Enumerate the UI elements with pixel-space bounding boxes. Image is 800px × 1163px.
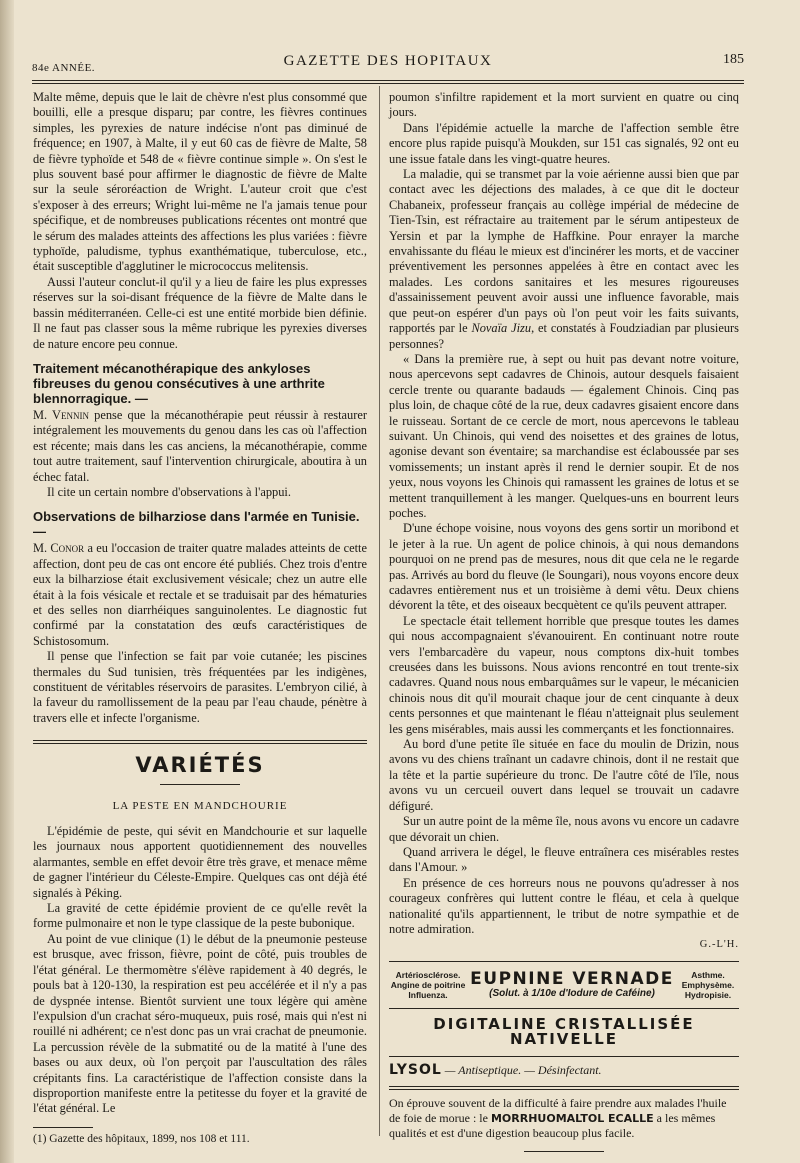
page-header <box>32 48 744 82</box>
author-signature: G.-L'H. <box>699 939 739 951</box>
binding-gutter <box>0 0 14 1163</box>
paragraph: Malte même, depuis que le lait de chèvre n'est plus consommé que bouilli, elle a presque disparu; par contre, les fièvres continues simples, les pyrexies de nature indécise n'ont pas diminué de fréquence; en 1907, à Malte, il y eut 60 cas de fièvre de Malte, 58 de fièvre typhoïde et 548 de « fièvre continue simple ». On s'est le plus souvent basé pour affirmer le diagnostic de fièvre de Malte sur la seule séroréaction de Wright. L'auteur croit que c'est s'exposer à des erreurs; Wright lui-même ne l'a jamais tenue pour spécifique, et de nombreuses publications récentes ont montré que le sérum des malades atteints des affections les plus variées : fièvre typhoïde, paludisme, typhus exanthématique, tuberculose, etc., était susceptible d'agglutiner le micrococcus melitensis. <box>33 90 367 274</box>
header-rule-second <box>32 83 744 84</box>
varietes-heading: VARIÉTÉS <box>135 753 265 778</box>
section-heading-traitement: Traitement mécanothérapique des ankyloses fibreuses du genou consécutives à une arthrite blennorragique. — <box>33 360 325 406</box>
morrhuomaltol-brand: MORRHUOMALTOL ECALLE <box>490 1111 654 1125</box>
paragraph: D'une échope voisine, nous voyons des gens sortir un moribond et le jeter à la rue. Un agent de police chinois, à qui nous demandons pourquoi on ne prend pas de mesures, nous dit que cela ne le regarde pas. Arrivés au bord du fleuve (le Soungari), nous voyons encore deux cadavres entièrement nus et un troisième à demi vêtu. Deux chiens dévorent la tête, et des oiseaux becquètent ce qu'ils peuvent attraper. <box>389 521 739 613</box>
paragraph-text: La maladie, qui se transmet par la voie aérienne aussi bien que par contact avec les déjections des malades, à ce que dit le docteur Chabaneix, professeur français au collège impérial de médecine de Tien-Tsin, est réfractaire au traitement par le sérum antipesteux de Yersin et par la lymphe de Haffkine. Pour enrayer la marche envahissante du fléau le mieux est d'incinérer les morts, et de vacciner préventivement les personnes appelées à être en contact avec les malades. Les cordons sanitaires et les mesures rigoureuses d'assainissement peuvent avoir aussi une influence favorable, mais que peut-on espérer d'un pays où l'on peut voir les faits suivants, rapportés par le <box>389 167 739 336</box>
section-rule <box>33 743 367 744</box>
paragraph: Au bord d'une petite île située en face du moulin de Drizin, nous avons vu des chiens traînant un cadavre chinois, dont il ne restait que la tête et la partie supérieure du tronc. De l'autre côté de l'île, nous avons vu un cercueil ouvert dans lequel se trouvait un cadavre défiguré. <box>389 737 739 813</box>
ad-text: On éprouve souvent de la difficulté à faire prendre aux malades l'huile de foie de morue : le <box>389 1095 727 1125</box>
paragraph: Il cite un certain nombre d'observations à l'appui. <box>47 484 291 499</box>
ad-rule <box>389 1086 739 1087</box>
digitaline-advertisement: DIGITALINE CRISTALLISÉE NATIVELLE <box>433 1014 695 1049</box>
journal-title: GAZETTE DES HOPITAUX <box>283 53 493 69</box>
lysol-tagline: — Antiseptique. — Désinfectant. <box>441 1062 602 1077</box>
paragraph: Quand arrivera le dégel, le fleuve entraînera ces misérables restes dans l'Amour. » <box>389 844 739 875</box>
morrhuomaltol-advertisement <box>389 1096 739 1141</box>
footnote-rule <box>33 1127 93 1128</box>
paragraph: En présence de ces horreurs nous ne pouvons qu'adresser à nos courageux confrères qui luttent contre le fléau, et cela à quelque nationalité qu'ils appartiennent, le tribut de notre sympathie et de notre admiration. <box>389 875 739 936</box>
footnote: (1) Gazette des hôpitaux, 1899, nos 108 et 111. <box>33 1132 250 1145</box>
paragraph: Il pense que l'infection se fait par voie cutanée; les piscines thermales du Sud tunisien, très fréquentées par les indigènes, constituent de véritables réservoirs de parasites. L'embryon cilié, à la faveur du ramollissement de la peau par l'eau chaude, pénètre à travers elle et infecte l'organisme. <box>33 649 367 725</box>
paragraph: Au point de vue clinique (1) le début de la pneumonie pesteuse est brusque, avec frisson, fièvre, point de côté, puis troubles de l'état général. Le thermomètre s'élève rapidement à 40 degrés, le pouls bat à 120-130, la respiration est peu accélérée et il n'y a pas de dyspnée intense. Bientôt survient une toux légère qui amène l'expulsion d'un crachat séro-muqueux, puis rosé, mais qui n'est ni rouillé ni adhérent; ce n'est donc pas un vrai crachat de pneumonie. La percussion révèle de la submatité ou de la matité à l'une des bases ou aux deux, où l'on perçoit par l'auscultation des râles crépitants fins. La caractéristique de l'affection consiste dans la disproportion manifeste entre la petitesse du foyer et la gravité de l'état général. Le <box>33 931 367 1116</box>
author-name: M. Vennin <box>33 407 89 422</box>
ad-text: a les mêmes qualités et est d'une digestion beaucoup plus facile. <box>389 1110 716 1140</box>
left-column <box>33 90 367 1147</box>
paragraph-text: pense que la mécanothérapie peut réussir à restaurer intégralement les mouvements du genou dans les cas où l'affection est récente; mais dans les cas anciens, la mécanothérapie, comme tout autre traitement, sauf l'intervention chirurgicale, aboutira à un échec fatal. <box>33 407 367 484</box>
paragraph: Le spectacle était tellement horrible que presque toutes les dames qui nous accompagnaient s'évanouirent. En continuant notre route vers l'embarcadère du vapeur, nous comptons dix-huit tombes creusées dans les buissons. Nous avions rencontré en tout trente-six cadavres. Quand nous nous embarquâmes sur le vapeur, le mécanicien chinois nous dit qu'il mourait chaque jour de cent cinquante à deux cents personnes et que maintenant le fléau n'atteignait plus seulement les gens misérables, mais aussi les commerçants et les fonctionnaires. <box>389 613 739 736</box>
eupnine-center <box>470 970 674 1000</box>
eupnine-indications-left: Artériosclérose. Angine de poitrine Influenza. <box>390 969 466 1000</box>
header-rule <box>32 80 744 81</box>
section-rule <box>33 740 367 741</box>
ad-rule <box>389 961 739 962</box>
paragraph: « Dans la première rue, à sept ou huit pas devant notre voiture, nous apercevons sept cadavres de Chinois, autour desquels faisaient cercle trente ou quarante badauds — également Chinois. Cinq pas plus loin, de chaque côté de la rue, deux cadavres gisaient encore dans le ruisseau. Sortant de ce cercle de mort, nous apercevons le tableau suivant. Un Chinois, qui vend des noisettes et des graines de lotus, agonise devant son éventaire; sa marchandise est éclaboussée par ses vomissements; un instant après il rend le dernier soupir. Et de nos yeux, nous voyons les Chinois qui ramassent les graines de lotus et se mettent tranquillement à les manger. Quelques-uns en bourrent leurs poches. <box>389 351 739 520</box>
eupnine-indications-right: Asthme. Emphysème. Hydropisie. <box>681 969 735 1000</box>
paragraph-text: , et constatés à Foudziadian par plusieurs personnes? <box>389 321 740 351</box>
section-heading-bilharziose: Observations de bilharziose dans l'armée en Tunisie. — <box>33 509 360 540</box>
heading-underline <box>160 784 240 785</box>
paragraph-text: a eu l'occasion de traiter quatre malades atteints de cette affection, dont peu de cas ont encore été publiés. Chez trois d'entre eux la bilharziose était exclusivement vésicale; chez un autre elle était à la fois vésicale et rectale et se traduisait par des hématuries et des selles non diarrhéiques sanguinolentes. Le diagnostic fut confirmé par la constatation des œufs caractéristiques de Schistosomum. <box>33 541 367 648</box>
paragraph: Dans l'épidémie actuelle la marche de l'affection semble être encore plus rapide puisqu'à Moukden, sur 151 cas signalés, 92 ont eu une issue fatale dans les vingt-quatre heures. <box>389 120 739 166</box>
paragraph <box>33 408 367 485</box>
eupnine-brand: EUPNINE VERNADE <box>470 968 674 989</box>
ad-rule <box>389 1008 739 1009</box>
column-divider <box>379 86 380 1136</box>
paragraph <box>33 541 367 649</box>
paragraph: Sur un autre point de la même île, nous avons vu encore un cadavre que dévorait un chien. <box>389 814 739 844</box>
paragraph: poumon s'infiltre rapidement et la mort survient en quatre ou cinq jours. <box>389 90 739 120</box>
volume-year: 84e ANNÉE. <box>32 62 96 74</box>
article-title: LA PESTE EN MANDCHOURIE <box>112 799 288 812</box>
paragraph: L'épidémie de peste, qui sévit en Mandchourie et sur laquelle les journaux nous apportent quotidiennement des nouvelles alarmantes, semble en effet devoir être très grave, et menace même de gagner l'intérieur du Céleste-Empire. Quelques cas ont déjà été signalés à Péking. <box>33 824 367 900</box>
paragraph: Aussi l'auteur conclut-il qu'il y a lieu de faire les plus expresses réserves sur la soi-disant fréquence de la fièvre de Malte dans le bassin méditerranéen. Celle-ci est une entité morbide bien définie. Il ne faut pas classer sous la même rubrique les pyrexies diverses de nature encore peu connue. <box>33 274 367 351</box>
newspaper-name: Novaïa Jizu <box>471 321 532 336</box>
ad-rule <box>389 1056 739 1057</box>
eupnine-formula: (Solut. à 1/10e d'Iodure de Caféine) <box>489 987 655 999</box>
page-number: 185 <box>723 52 744 67</box>
paragraph <box>389 167 739 352</box>
ad-rule <box>389 1089 739 1090</box>
end-ornament <box>524 1151 604 1152</box>
eupnine-advertisement <box>389 970 739 1000</box>
lysol-advertisement <box>389 1063 739 1078</box>
right-column <box>389 90 739 1152</box>
paragraph: La gravité de cette épidémie provient de ce qu'elle revêt la forme pulmonaire et non le type classique de la peste bubonique. <box>33 901 367 931</box>
author-name: M. Conor <box>33 541 85 556</box>
lysol-brand: LYSOL <box>389 1061 442 1078</box>
